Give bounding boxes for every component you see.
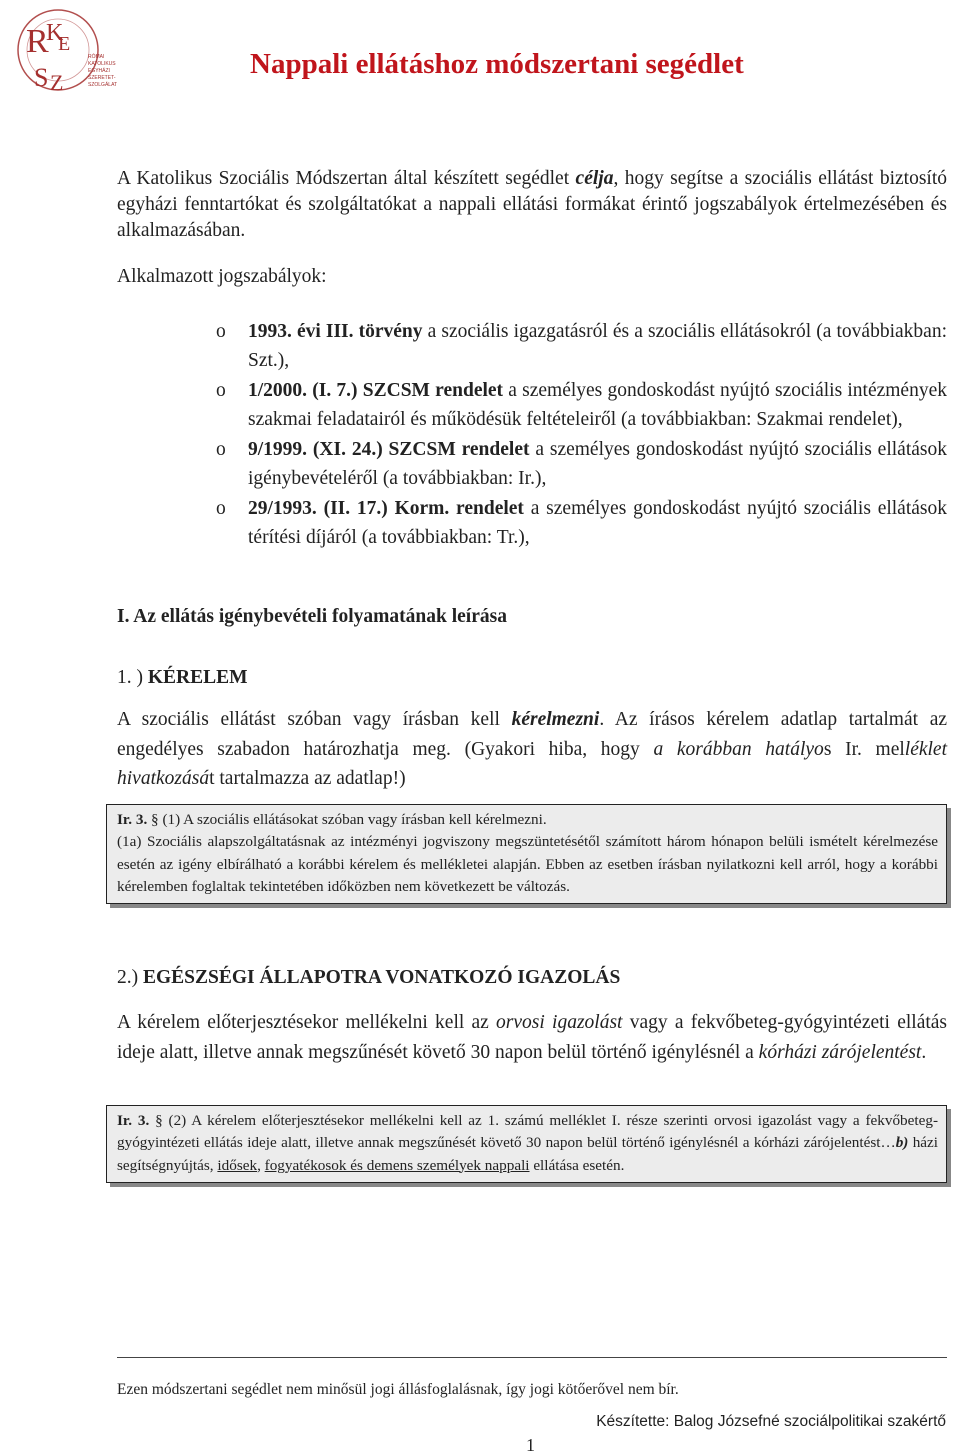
applied-regulations-heading: Alkalmazott jogszabályok: [117, 266, 327, 287]
author-credit: Készítette: Balog Józsefné szociálpolitikai szakértő [596, 1413, 946, 1430]
regulation-list [117, 318, 947, 554]
list-item: o 29/1993. (II. 17.) Korm. rendelet a személyes gondoskodást nyújtó szociális ellátások térítési díjáról (a továbbiakban: Tr.), [216, 498, 947, 548]
svg-text:KATOLIKUS: KATOLIKUS [88, 61, 116, 67]
svg-text:R: R [26, 23, 49, 60]
page-title: Nappali ellátáshoz módszertani segédlet [250, 48, 744, 80]
footnote-divider [117, 1357, 947, 1358]
list-item: o 1993. évi III. törvény a szociális igazgatásról és a szociális ellátásokról (a továbbiakban: Szt.), [216, 321, 947, 371]
svg-text:K: K [46, 20, 64, 46]
request-paragraph: A szociális ellátást szóban vagy írásban kell kérelmezni. Az írásos kérelem adatlap tartalmát az engedélyes szabadon határozhatja meg. (Gyakori hiba, hogy a korábban hatályos Ir. melléklet hivatkozását tartalmazza az adatlap!) [117, 709, 947, 789]
page-number: 1 [526, 1435, 535, 1455]
section-heading: I. Az ellátás igénybevételi folyamatának leírása [117, 606, 507, 627]
svg-text:SZOLGÁLAT: SZOLGÁLAT [88, 82, 118, 88]
svg-text:RÓMAI: RÓMAI [88, 54, 105, 60]
kesz-logo [12, 4, 122, 104]
footnote: Ezen módszertani segédlet nem minősül jogi állásfoglalásnak, így jogi kötőerővel nem bír. [117, 1381, 679, 1398]
health-paragraph: A kérelem előterjesztésekor mellékelni kell az orvosi igazolást vagy a fekvőbeteg-gyógyintézeti ellátás ideje alatt, illetve annak megszűnését követő 30 napon belül történő igénylésnél a kórházi zárójelentést. [117, 1012, 948, 1063]
legal-quote-box-1: Ir. 3. § (1) A szociális ellátásokat szóban vagy írásban kell kérelmezni. (1a) Szociális alapszolgáltatásnak az intézményi jogviszony megszüntetésétől számított három hónapon belüli ismételt kérelmezése esetén az igény elbírálható a korábbi kérelem és mellékletei alapján. Ebben az esetben írásban nyilatkozni kell arról, hogy a korábbi kérelemben foglaltak tekintetében időközben nem következett be változás. [106, 804, 947, 904]
legal-quote-box-2: Ir. 3. § (2) A kérelem előterjesztésekor mellékelni kell az 1. számú melléklet I. része szerinti orvosi igazolást vagy a fekvőbeteg-gyógyintézeti ellátás ideje alatt, illetve annak megszűnését követő 30 napon belül történő igénylésnél a kórházi zárójelentést…b) házi segítségnyújtás, idősek, fogyatékosok és demens személyek nappali ellátása esetén. [106, 1105, 947, 1183]
svg-text:Z: Z [50, 70, 64, 95]
subsection-heading-health: 2.) EGÉSZSÉGI ÁLLAPOTRA VONATKOZÓ IGAZOLÁS [117, 967, 621, 988]
list-item: o 1/2000. (I. 7.) SZCSM rendelet a személyes gondoskodást nyújtó szociális intézmények szakmai feladatairól és működésük feltételeiről (a továbbiakban: Szakmai rendelet), [216, 380, 947, 430]
intro-paragraph: A Katolikus Szociális Módszertan által készített segédlet célja, hogy segítse a szociális ellátást biztosító egyházi fenntartókat és szolgáltatókat a nappali ellátási formákat érintő jogszabályok értelmezésében és alkalmazásában. [117, 168, 948, 241]
svg-text:SZERETET-: SZERETET- [88, 75, 116, 81]
subsection-heading-request: 1. ) KÉRELEM [117, 667, 248, 688]
svg-text:E: E [58, 33, 71, 55]
svg-text:S: S [34, 63, 49, 92]
list-item: o 9/1999. (XI. 24.) SZCSM rendelet a személyes gondoskodást nyújtó szociális ellátások igénybevételéről (a továbbiakban: Ir.), [216, 439, 947, 489]
svg-text:EGYHÁZI: EGYHÁZI [88, 68, 110, 74]
